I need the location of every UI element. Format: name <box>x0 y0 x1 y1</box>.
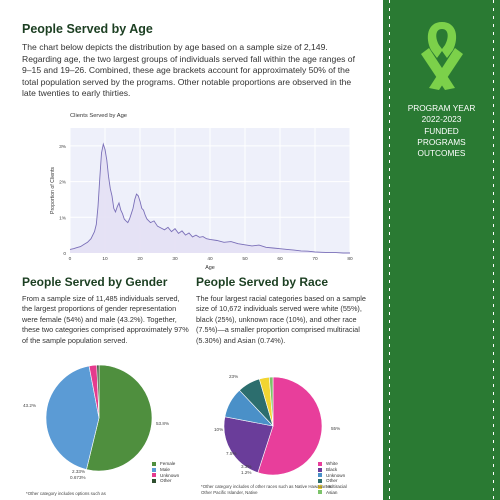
gender-heading: People Served by Gender <box>22 275 168 289</box>
age-chart-title: Clients Served by Age <box>70 113 128 119</box>
age-chart-svg <box>22 110 362 278</box>
y-tick-label: 2% <box>59 180 66 186</box>
stitch-line-right <box>493 0 494 500</box>
gender-paragraph: From a sample size of 11,485 individuals served, the largest proportions of gender representation were female (54%) and male (43.2%). Together, these two categories comprised approximately 97% of the sample population served. <box>22 294 189 345</box>
pie-data-label: 53.8% <box>156 421 170 426</box>
pie-data-label: 10% <box>214 427 224 432</box>
y-tick-label: 0 <box>63 252 66 257</box>
x-axis-label: Age <box>205 265 215 271</box>
legend-label: Male <box>160 467 170 473</box>
legend-swatch <box>318 468 322 472</box>
pie-data-label: 43.2% <box>23 403 37 408</box>
legend-label: White <box>326 461 338 467</box>
x-tick-label: 10 <box>102 257 108 262</box>
awareness-ribbon-icon <box>415 18 469 90</box>
x-tick-label: 50 <box>242 257 248 262</box>
x-tick-label: 40 <box>207 257 213 262</box>
race-heading: People Served by Race <box>196 275 329 289</box>
legend-swatch <box>152 468 156 472</box>
program-line: FUNDED <box>424 125 459 136</box>
program-line: PROGRAMS <box>417 136 466 147</box>
legend-label: Unknown <box>160 472 180 478</box>
legend-label: Unknown <box>326 472 346 478</box>
pie-data-label: 55% <box>331 426 341 431</box>
legend-label: Other <box>160 478 172 484</box>
pie-data-label: 23% <box>229 374 239 379</box>
program-line: PROGRAM YEAR <box>407 103 476 113</box>
pie-data-label: 7.5% <box>226 451 237 456</box>
stitch-line-left <box>389 0 390 500</box>
legend-swatch <box>318 479 322 483</box>
legend-label: Black <box>326 467 338 473</box>
y-tick-label: 1% <box>59 216 66 222</box>
x-tick-label: 80 <box>347 257 353 262</box>
age-chart <box>22 110 362 278</box>
x-tick-label: 30 <box>172 257 178 262</box>
legend-swatch <box>152 479 156 483</box>
age-heading: People Served by Age <box>22 22 153 36</box>
legend-swatch <box>152 462 156 466</box>
legend-item <box>152 478 179 484</box>
gender-legend <box>152 461 179 484</box>
legend-swatch <box>152 473 156 477</box>
gender-footnote: *Other category includes options such as <box>26 491 106 496</box>
age-paragraph: The chart below depicts the distribution by age based on a sample size of 2,149. Regarding age, the two largest groups of individuals served fall within the age ranges of 9–15 and 19–26. Combined, these age brackets account for approximately 50% of the total population served by the programs. Other notable proportions are observed in the late twenties to early thirties. <box>22 42 355 99</box>
y-axis-label: Proportion of Clients <box>50 167 56 214</box>
legend-swatch <box>318 473 322 477</box>
legend-swatch <box>318 462 322 466</box>
program-year-text <box>393 103 490 159</box>
x-tick-label: 20 <box>137 257 143 262</box>
race-footnote: *Other category includes of other races such as Native Hawaiian or Other Pacific Islander, Native <box>201 484 332 495</box>
x-tick-label: 70 <box>312 257 318 262</box>
x-tick-label: 60 <box>277 257 283 262</box>
y-tick-label: 3% <box>59 144 66 150</box>
pie-data-label: 0.673% <box>70 475 86 480</box>
legend-label: Female <box>160 461 176 467</box>
legend-label: Other <box>326 478 338 484</box>
program-line: OUTCOMES <box>417 148 466 159</box>
pie-data-label: 2.33% <box>72 469 86 474</box>
legend-label: Multiracial <box>326 484 347 490</box>
race-paragraph: The four largest racial categories based on a sample size of 10,672 individuals served were white (55%), black (25%), unknown race (10%), and other race (7.5%)—a smaller proportion comprised multiracial (5.30%) and Asian (0.74%). <box>196 294 366 345</box>
legend-label: Asian <box>326 489 338 495</box>
sidebar-banner <box>383 0 500 500</box>
pie-data-label: 3.3% <box>241 464 252 469</box>
x-tick-label: 0 <box>68 257 72 262</box>
pie-data-label: 1.2% <box>241 470 252 475</box>
program-line: 2022-2023 <box>421 114 462 125</box>
